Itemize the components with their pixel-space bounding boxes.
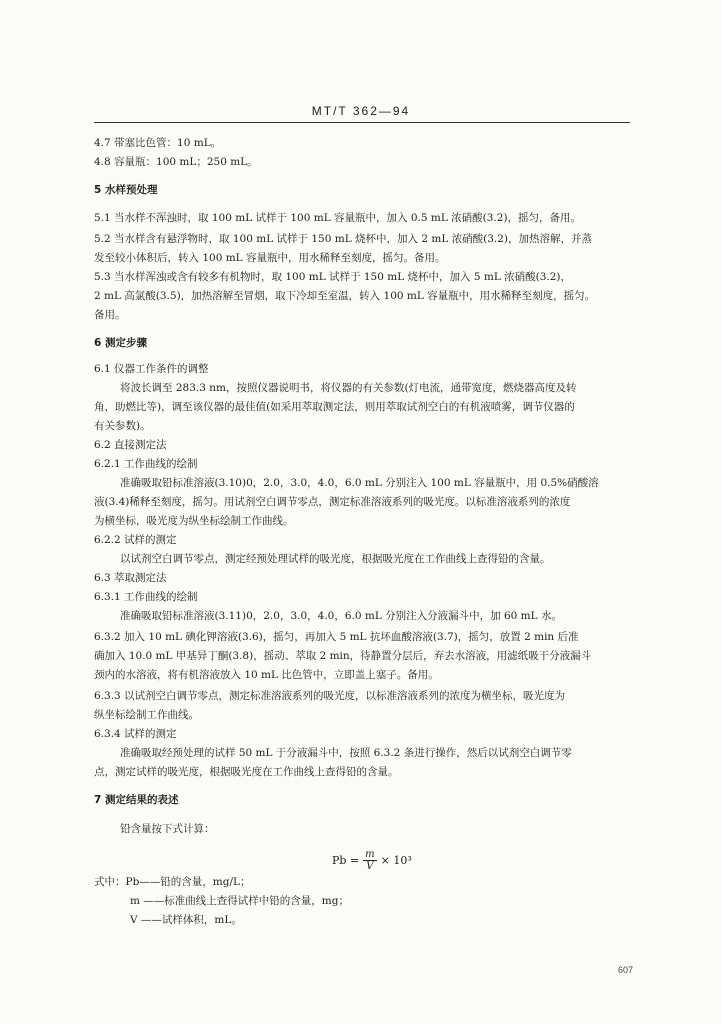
formula-intro: 铅含量按下式计算：: [120, 823, 215, 835]
clause-6-3-4-cont: 点，测定试样的吸光度，根据吸光度在工作曲线上查得铅的含量。: [94, 766, 399, 778]
clause-6-2-2-text: 以试剂空白调节零点，测定经预处理试样的吸光度，根据吸光度在工作曲线上查得铅的含量。: [120, 553, 551, 565]
clause-6-3-3-cont: 纵坐标绘制工作曲线。: [94, 709, 199, 721]
clause-4-7: 4.7 带塞比色管：10 mL。: [94, 137, 222, 149]
section-7-heading: 7 测定结果的表述: [94, 794, 179, 806]
clause-6-1-end: 有关参数)。: [94, 420, 151, 432]
formula-lhs: Pb =: [332, 854, 360, 867]
clause-6-3-1-text: 准确吸取铅标准溶液(3.11)0，2.0，3.0，4.0，6.0 mL 分别注入分液漏斗中，加 60 mL 水。: [120, 610, 562, 622]
clause-6-2-1-text: 准确吸取铅标准溶液(3.10)0，2.0，3.0，4.0，6.0 mL 分别注入 100 mL 容量瓶中，用 0.5%硝酸溶: [120, 477, 599, 489]
section-5-heading: 5 水样预处理: [94, 184, 158, 196]
lead-content-formula: [332, 849, 412, 872]
clause-6-3-1-heading: 6.3.1 工作曲线的绘制: [94, 591, 198, 603]
clause-6-2-1-end: 为横坐标，吸光度为纵坐标绘制工作曲线。: [94, 515, 294, 527]
where-m: m ——标准曲线上查得试样中铅的含量，mg；: [130, 895, 349, 907]
clause-6-2-1-cont: 液(3.4)稀释至刻度，摇匀。用试剂空白调节零点，测定标准溶液系列的吸光度。以标准溶液系列的浓度: [94, 496, 571, 508]
clause-6-3-3: 6.3.3 以试剂空白调节零点，测定标准溶液系列的吸光度，以标准溶液系列的浓度为横坐标，吸光度为: [94, 690, 566, 702]
clause-6-3-2-cont: 确加入 10.0 mL 甲基异丁酮(3.8)，摇动、萃取 2 min，待静置分层后，弃去水溶液，用滤纸吸干分液漏斗: [94, 650, 592, 662]
standard-number-header: MT/T 362—94: [311, 104, 411, 118]
clause-6-2-2-heading: 6.2.2 试样的测定: [94, 534, 177, 546]
clause-6-2-heading: 6.2 直接测定法: [94, 439, 167, 451]
clause-6-1-cont: 角，助燃比等)，调至该仪器的最佳值(如采用萃取测定法，则用萃取试剂空白的有机液喷雾，调节仪器的: [94, 401, 575, 413]
clause-5-3-end: 备用。: [94, 309, 126, 321]
clause-6-3-heading: 6.3 萃取测定法: [94, 572, 167, 584]
where-v: V ——试样体积，mL。: [130, 914, 242, 926]
clause-6-3-4-heading: 6.3.4 试样的测定: [94, 728, 177, 740]
clause-5-1: 5.1 当水样不浑浊时，取 100 mL 试样于 100 mL 容量瓶中，加入 0.5 mL 浓硝酸(3.2)，摇匀，备用。: [94, 212, 582, 224]
header-rule: [94, 122, 630, 123]
clause-5-3: 5.3 当水样浑浊或含有较多有机物时，取 100 mL 试样于 150 mL 烧杯中，加入 5 mL 浓硝酸(3.2)，: [94, 271, 572, 283]
where-pb: 式中：Pb——铅的含量，mg/L；: [94, 876, 251, 888]
formula-denominator: V: [366, 861, 374, 872]
clause-5-2-cont: 发至较小体积后，转入 100 mL 容量瓶中，用水稀释至刻度，摇匀。备用。: [94, 252, 446, 264]
formula-rhs: × 10³: [380, 854, 412, 867]
clause-6-3-2-end: 颈内的水溶液，将有机溶液放入 10 mL 比色管中，立即盖上塞子。备用。: [94, 669, 439, 681]
clause-6-1-text: 将波长调至 283.3 nm，按照仪器说明书，将仪器的有关参数(灯电流，通带宽度，燃烧器高度及转: [120, 382, 577, 394]
section-6-heading: 6 测定步骤: [94, 337, 147, 349]
clause-6-3-4-text: 准确吸取经预处理的试样 50 mL 于分液漏斗中，按照 6.3.2 条进行操作，然后以试剂空白调节零: [120, 747, 572, 759]
clause-4-8: 4.8 容量瓶：100 mL；250 mL。: [94, 156, 258, 168]
clause-5-3-cont: 2 mL 高氯酸(3.5)，加热溶解至冒烟，取下冷却至室温，转入 100 mL 容量瓶中，用水稀释至刻度，摇匀。: [94, 290, 596, 302]
clause-5-2: 5.2 当水样含有悬浮物时，取 100 mL 试样于 150 mL 烧杯中，加入 2 mL 浓硝酸(3.2)，加热溶解，并蒸: [94, 233, 593, 245]
page-number: 607: [618, 965, 634, 975]
formula-numerator: m: [365, 849, 375, 860]
clause-6-2-1-heading: 6.2.1 工作曲线的绘制: [94, 458, 198, 470]
clause-6-3-2: 6.3.2 加入 10 mL 碘化钾溶液(3.6)，摇匀，再加入 5 mL 抗坏血酸溶液(3.7)，摇匀，放置 2 min 后准: [94, 631, 579, 643]
clause-6-1-heading: 6.1 仪器工作条件的调整: [94, 363, 209, 375]
formula-fraction: [363, 849, 376, 872]
